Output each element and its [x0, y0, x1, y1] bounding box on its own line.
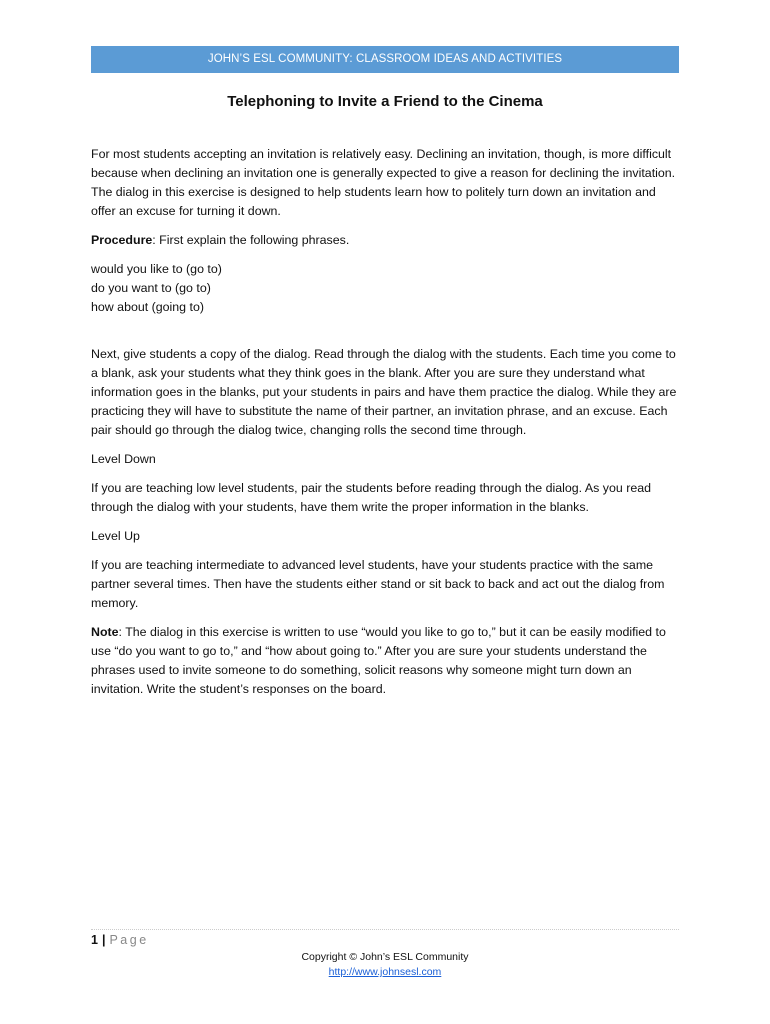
- page-title: Telephoning to Invite a Friend to the Cinema: [227, 93, 543, 110]
- page-number: [91, 933, 149, 947]
- document-body: [91, 145, 683, 709]
- header-banner: JOHN’S ESL COMMUNITY: CLASSROOM IDEAS AND ACTIVITIES: [91, 46, 679, 73]
- phrase-item: how about (going to): [91, 300, 204, 314]
- spacer: [91, 327, 683, 345]
- footer-divider: [91, 929, 679, 930]
- next-paragraph: Next, give students a copy of the dialog. Read through the dialog with the students. Each time you come to a blank, ask your students what they think goes in the blank. After you are sure they understand what information goes in the blanks, put your students in pairs and have them practice the dialog. While they are practicing they will have to substitute the name of their partner, an invitation phrase, and an excuse. Each pair should go through the dialog twice, changing rolls the second time through.: [91, 347, 677, 437]
- phrase-item: do you want to (go to): [91, 281, 211, 295]
- level-down-paragraph: If you are teaching low level students, pair the students before reading through the dialog. As you read through the dialog with your students, have them write the proper information in the blanks.: [91, 481, 652, 514]
- level-down-heading: Level Down: [91, 452, 156, 466]
- page-label: Page: [109, 933, 149, 947]
- phrase-list: [91, 260, 683, 317]
- level-up-paragraph: If you are teaching intermediate to advanced level students, have your students practice with the same partner several times. Then have the students either stand or sit back to back and act out the dialog from memory.: [91, 558, 665, 610]
- page-number-separator: |: [101, 933, 106, 947]
- procedure-text: : First explain the following phrases.: [152, 233, 350, 247]
- procedure-paragraph: [91, 231, 683, 250]
- intro-paragraph: For most students accepting an invitation is relatively easy. Declining an invitation, though, is more difficult because when declining an invitation one is generally expected to give a reason for declining the invitation. The dialog in this exercise is designed to help students learn how to politely turn down an invitation and offer an excuse for turning it down.: [91, 147, 676, 218]
- page-number-value: 1: [91, 933, 98, 947]
- footer-copyright: [0, 950, 770, 980]
- phrase-item: would you like to (go to): [91, 262, 222, 276]
- copyright-text: Copyright © John’s ESL Community: [301, 951, 469, 963]
- note-paragraph: [91, 623, 683, 699]
- level-up-heading: Level Up: [91, 529, 140, 543]
- note-text: : The dialog in this exercise is written to use “would you like to go to,” but it can be easily modified to use “do you want to go to,” and “how about going to.” After you are sure your students understand the phrases used to invite someone to do something, solicit reasons why someone might turn down an invitation. Write the student’s responses on the board.: [91, 625, 666, 696]
- website-link[interactable]: http://www.johnsesl.com: [328, 966, 442, 978]
- note-label: Note: [91, 625, 119, 639]
- procedure-label: Procedure: [91, 233, 153, 247]
